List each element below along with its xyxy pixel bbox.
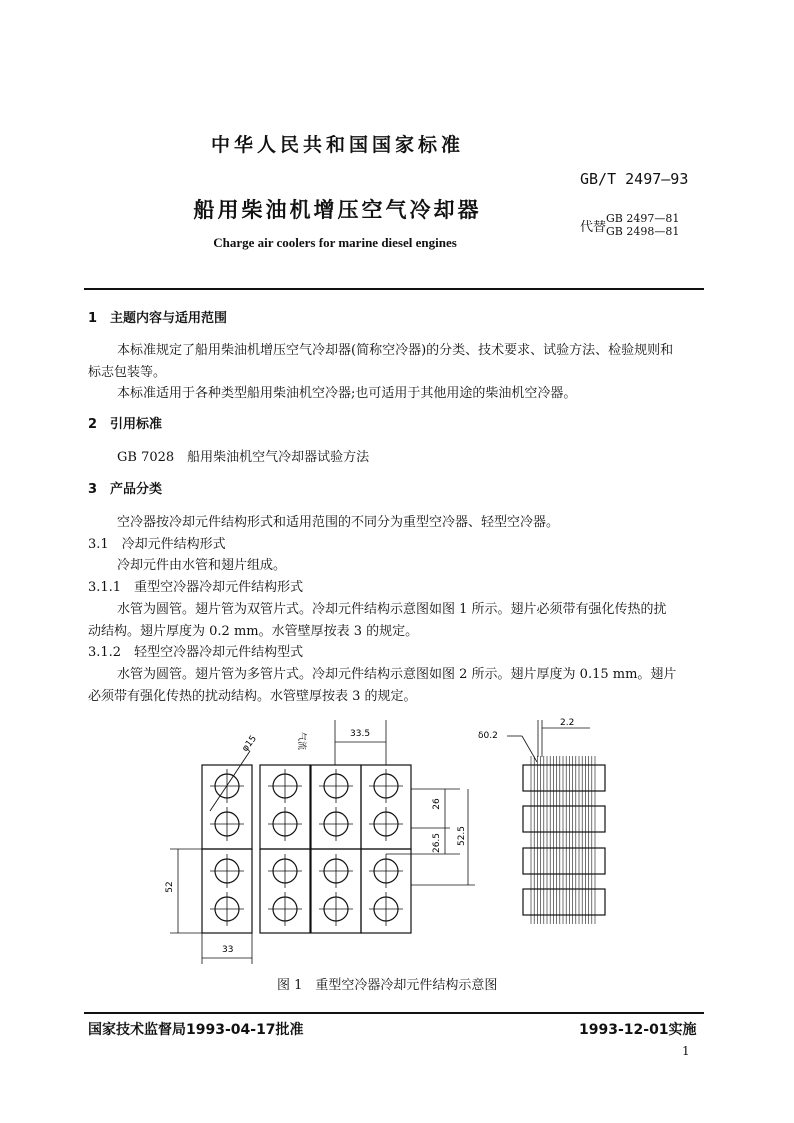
dim-52-5-label: 52.5	[457, 825, 467, 847]
paragraph: 本标准规定了船用柴油机增压空气冷却器(简称空冷器)的分类、技术要求、试验方法、检验规则和	[117, 343, 674, 358]
paragraph: 水管为圆管。翅片管为多管片式。冷却元件结构示意图如图 2 所示。翅片厚度为 0.15 mm。翅片	[117, 667, 677, 682]
side-view-tube	[523, 889, 605, 915]
dim-2-2-label: 2.2	[560, 718, 575, 728]
airflow-label: 气流	[296, 732, 306, 751]
header-rule	[84, 288, 704, 290]
dim-26-5-label: 26.5	[432, 832, 442, 854]
side-view-tube	[523, 765, 605, 791]
footer-rule	[84, 1012, 704, 1014]
replaces-label: 代替	[580, 219, 607, 235]
paragraph: 本标准适用于各种类型船用柴油机空冷器;也可适用于其他用途的柴油机空冷器。	[117, 386, 577, 401]
paragraph: 必须带有强化传热的扰动结构。水管壁厚按表 3 的规定。	[88, 689, 417, 704]
figure-1-drawing	[150, 712, 630, 974]
implementation-date: 1993-12-01实施	[579, 1022, 697, 1038]
dim-delta-label: δ0.2	[478, 731, 498, 741]
side-view-fins	[531, 756, 595, 924]
dim-52-label: 52	[165, 881, 175, 893]
subsection-3-1-1-title: 3.1.1 重型空冷器冷却元件结构形式	[88, 580, 304, 595]
section-3-title: 3 产品分类	[88, 482, 163, 497]
paragraph: 标志包装等。	[88, 365, 167, 380]
subsection-3-1-2-title: 3.1.2 轻型空冷器冷却元件结构型式	[88, 645, 304, 660]
section-2-title: 2 引用标准	[88, 417, 163, 432]
paragraph: 冷却元件由水管和翅片组成。	[117, 558, 287, 573]
english-title: Charge air coolers for marine diesel engines	[213, 235, 457, 250]
water-tubes	[210, 769, 403, 926]
document-title: 船用柴油机增压空气冷却器	[193, 198, 482, 222]
paragraph: 动结构。翅片厚度为 0.2 mm。水管壁厚按表 3 的规定。	[88, 624, 419, 639]
figure-1-caption: 图 1 重型空冷器冷却元件结构示意图	[277, 978, 498, 993]
dim-phi-label: φ15	[240, 733, 260, 754]
dim-33-label: 33	[222, 945, 234, 955]
paragraph: 空冷器按冷却元件结构形式和适用范围的不同分为重型空冷器、轻型空冷器。	[117, 515, 560, 530]
approval-info: 国家技术监督局1993-04-17批准	[88, 1022, 304, 1038]
standard-number: GB/T 2497—93	[580, 170, 689, 188]
normative-reference: GB 7028 船用柴油机空气冷却器试验方法	[117, 450, 370, 465]
replaces-item: GB 2498—81	[606, 225, 680, 238]
dim-26-label: 26	[432, 798, 442, 810]
side-view-tube	[523, 848, 605, 874]
national-standard-heading: 中华人民共和国国家标准	[210, 134, 464, 156]
section-1-title: 1 主题内容与适用范围	[88, 311, 228, 326]
subsection-3-1-title: 3.1 冷却元件结构形式	[88, 537, 226, 552]
page-number: 1	[682, 1044, 690, 1058]
replaces-item: GB 2497—81	[606, 212, 680, 225]
side-view-tube	[523, 806, 605, 832]
paragraph: 水管为圆管。翅片管为双管片式。冷却元件结构示意图如图 1 所示。翅片必须带有强化传热的扰	[117, 602, 667, 617]
dim-top-label: 33.5	[350, 729, 371, 739]
